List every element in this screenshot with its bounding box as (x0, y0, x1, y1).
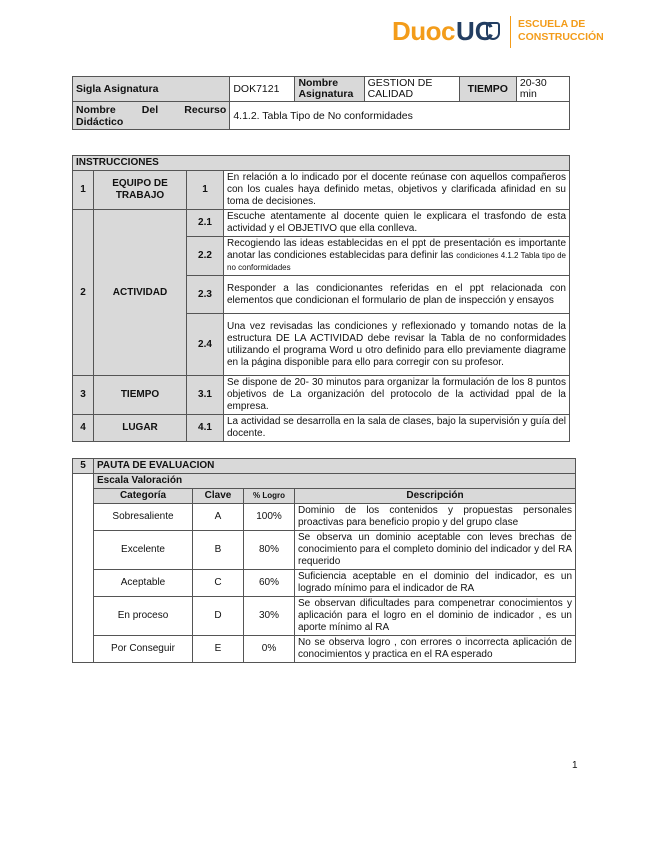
cell-logro: 100% (244, 504, 295, 531)
row-text: La actividad se desarrolla en la sala de clases, bajo la supervisión y guía del docente. (224, 415, 570, 442)
row-name: EQUIPO DE TRABAJO (94, 171, 187, 210)
logo-separator (510, 16, 511, 48)
cell-logro: 0% (244, 636, 295, 663)
instrucciones-table (72, 155, 570, 442)
cell-categoria: Por Conseguir (94, 636, 193, 663)
instrucciones-title: INSTRUCCIONES (73, 156, 570, 171)
cell-logro: 30% (244, 597, 295, 636)
row-code: 4.1 (187, 415, 224, 442)
sigla-value: DOK7121 (230, 77, 295, 102)
cell-logro: 80% (244, 531, 295, 570)
logo-brand-uc: UC (456, 16, 494, 46)
row-code: 3.1 (187, 376, 224, 415)
table-row (73, 636, 576, 663)
logo-seal-icon (486, 22, 500, 40)
row-code: 2.3 (187, 276, 224, 314)
table-row (73, 504, 576, 531)
row-number: 4 (73, 415, 94, 442)
cell-clave: D (193, 597, 244, 636)
eval-left-spacer (73, 474, 94, 663)
cell-descripcion: Se observan dificultades para compenetrar conocimientos y aplicación para el logro en el dominio de indicador , es un aporte mínimo al RA (295, 597, 576, 636)
row-number: 2 (73, 210, 94, 376)
row-text: En relación a lo indicado por el docente reúnase con aquellos compañeros con los cuales haya definido metas, objetivos y clarificada afinidad en su toma de decisiones. (224, 171, 570, 210)
row-name: TIEMPO (94, 376, 187, 415)
course-header-table (72, 76, 570, 130)
table-row (73, 415, 570, 442)
nombre-asignatura-value: GESTION DE CALIDAD (364, 77, 459, 102)
row-text: Una vez revisadas las condiciones y reflexionado y tomando notas de la estructura DE LA ACTIVIDAD debe revisar la Tabla de no conformidades utilizando el programa Word u otro definido para ello previamente diagrame en la página disponible para ello para corregir con su profesor. (224, 314, 570, 376)
row-code: 2.2 (187, 237, 224, 276)
duocuc-logo (392, 14, 602, 48)
row-text-container (224, 237, 570, 276)
table-row (73, 570, 576, 597)
row-name: LUGAR (94, 415, 187, 442)
logo-school-name (518, 18, 604, 44)
cell-descripcion: Suficiencia aceptable en el dominio del indicador, es un logrado mínimo para el indicador de RA (295, 570, 576, 597)
sigla-label: Sigla Asignatura (73, 77, 230, 102)
nombre-asignatura-label: Nombre Asignatura (295, 77, 364, 102)
eval-header-row (73, 489, 576, 504)
cell-clave: B (193, 531, 244, 570)
cell-categoria: Excelente (94, 531, 193, 570)
row-text: Se dispone de 20- 30 minutos para organizar la formulación de los 8 puntos objetivos de La organización del protocolo de la actividad ppal de la empresa. (224, 376, 570, 415)
col-header-logro: % Logro (244, 489, 295, 504)
eval-title: PAUTA DE EVALUACION (94, 459, 576, 474)
cell-categoria: Sobresaliente (94, 504, 193, 531)
col-header-descripcion: Descripción (295, 489, 576, 504)
recurso-label: Nombre Del Recurso Didáctico (73, 102, 230, 130)
recurso-value: 4.1.2. Tabla Tipo de No conformidades (230, 102, 570, 130)
logo-school-line1: ESCUELA DE (518, 18, 586, 30)
row-number: 1 (73, 171, 94, 210)
row-code: 1 (187, 171, 224, 210)
table-row (73, 376, 570, 415)
row-number: 3 (73, 376, 94, 415)
tiempo-label: TIEMPO (459, 77, 516, 102)
row-text: Escuche atentamente al docente quien le explicara el trasfondo de esta actividad y el OBJETIVO que ella conlleva. (224, 210, 570, 237)
cell-categoria: En proceso (94, 597, 193, 636)
row-text-small: condiciones 4.1.2 Tabla tipo de no conformidades (227, 251, 567, 272)
logo-brand-duoc: Duoc (392, 16, 455, 46)
row-code: 2.1 (187, 210, 224, 237)
cell-logro: 60% (244, 570, 295, 597)
table-row (73, 531, 576, 570)
cell-descripcion: Se observa un dominio aceptable con leves brechas de conocimiento para el completo dominio del indicador y del RA requerido (295, 531, 576, 570)
row-name: ACTIVIDAD (94, 210, 187, 376)
cell-categoria: Aceptable (94, 570, 193, 597)
cell-clave: C (193, 570, 244, 597)
row-code: 2.4 (187, 314, 224, 376)
col-header-clave: Clave (193, 489, 244, 504)
table-row (73, 597, 576, 636)
cell-descripcion: No se observa logro , con errores o incorrecta aplicación de conocimientos y practica en el RA esperado (295, 636, 576, 663)
tiempo-value: 20-30 min (516, 77, 569, 102)
table-row (73, 171, 570, 210)
cell-descripcion: Dominio de los contenidos y propuestas personales proactivas para beneficio propio y del grupo clase (295, 504, 576, 531)
cell-clave: E (193, 636, 244, 663)
pauta-evaluacion-table (72, 458, 576, 663)
eval-section-number: 5 (73, 459, 94, 474)
cell-clave: A (193, 504, 244, 531)
table-row (73, 210, 570, 237)
eval-subtitle: Escala Valoración (94, 474, 576, 489)
row-text: Responder a las condicionantes referidas en el ppt relacionada con elementos que condicionan el formulario de plan de inspección y ensayos (224, 276, 570, 314)
logo-school-line2: CONSTRUCCIÓN (518, 31, 604, 43)
row-text: Recogiendo las ideas establecidas en el ppt de presentación es importante anotar las condiciones establecidas para definir las (227, 238, 566, 261)
page-number: 1 (572, 760, 578, 771)
col-header-categoria: Categoría (94, 489, 193, 504)
